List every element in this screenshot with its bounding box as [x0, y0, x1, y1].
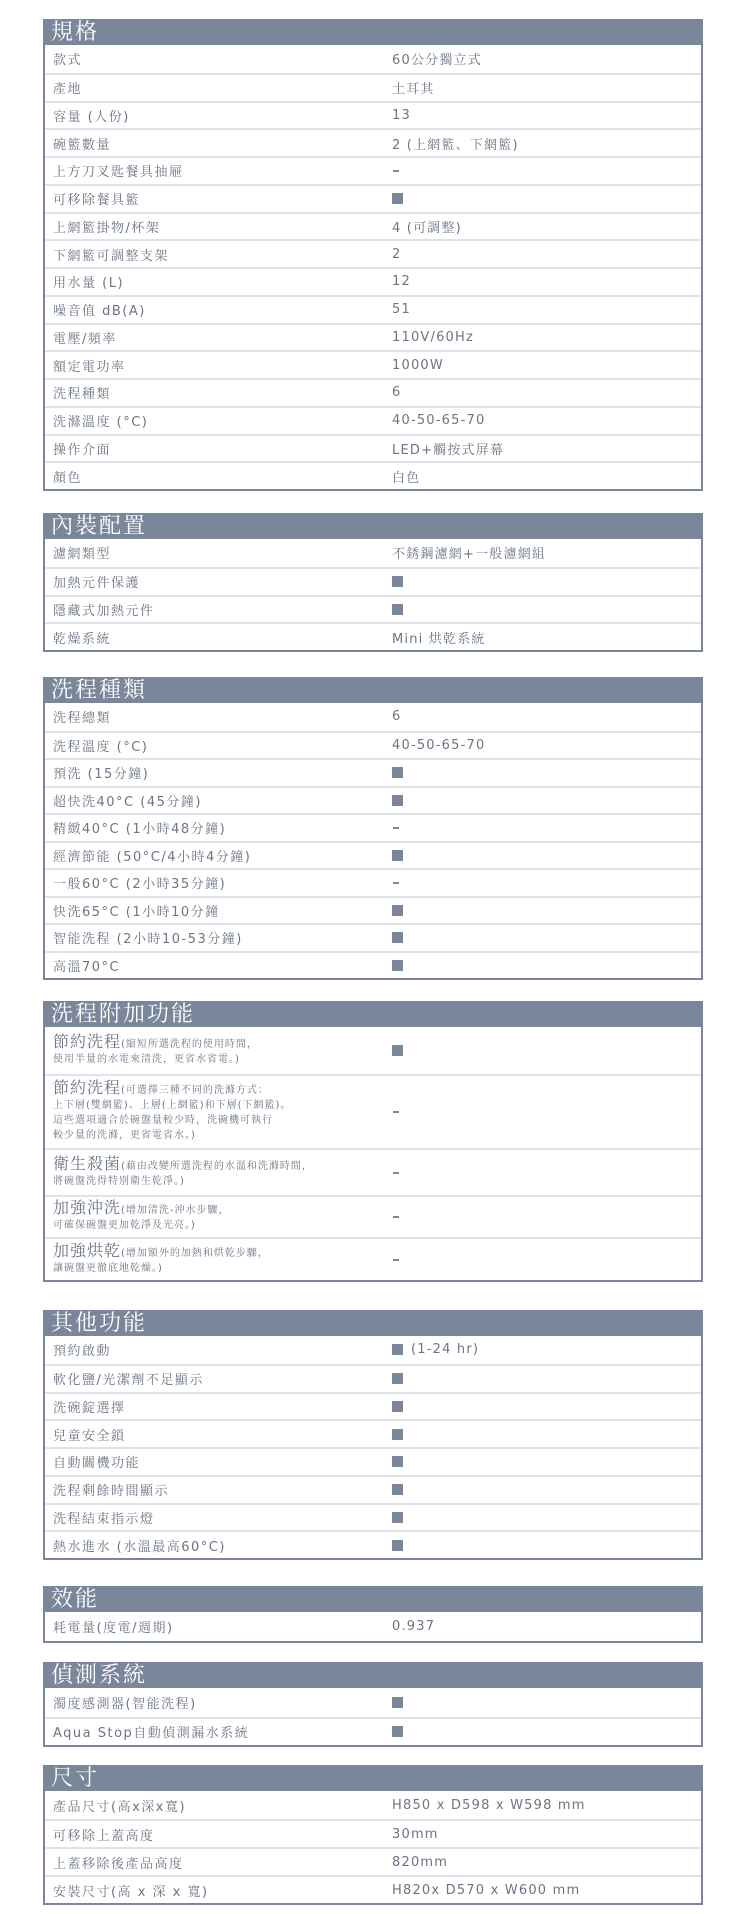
feature-title: 加強烘乾 — [53, 1240, 122, 1260]
spec-row — [45, 1875, 701, 1903]
not-available-dash-icon — [393, 1172, 399, 1174]
spec-value: 白色 — [392, 470, 421, 486]
feature-note: 這些選項適合於碗盤量較少時，洗碗機可執行 — [53, 1115, 273, 1126]
spec-value: 不銹鋼濾網+一般濾網組 — [392, 547, 547, 563]
spec-row — [45, 378, 701, 406]
spec-label: 熱水進水 (水溫最高60°C) — [53, 1539, 226, 1555]
spec-row — [45, 703, 701, 731]
feature-note: 可確保碗盤更加乾淨及光亮。) — [53, 1220, 196, 1231]
section-title: 內裝配置 — [43, 513, 703, 539]
spec-label: 預洗 (15分鐘) — [53, 767, 150, 783]
spec-value — [392, 960, 403, 971]
not-available-dash-icon — [393, 170, 399, 172]
feature-title: 加強沖洗 — [53, 1198, 122, 1217]
spec-value: 4 (可調整) — [392, 220, 462, 236]
spec-rows — [45, 1791, 701, 1903]
feature-note: (增加清洗-沖水步驟， — [121, 1205, 230, 1216]
spec-value — [392, 1373, 403, 1384]
feature-note: (縮短所選洗程的使用時間， — [121, 1038, 258, 1050]
spec-value — [392, 1726, 403, 1737]
spec-rows — [45, 45, 701, 489]
spec-label: 下網籃可調整支架 — [53, 248, 170, 264]
spec-label — [53, 1153, 313, 1189]
spec-value — [392, 1429, 403, 1440]
spec-row — [45, 1503, 701, 1531]
feature-note: 使用半量的水電來清洗，更省水省電。) — [53, 1053, 240, 1065]
spec-row — [45, 1419, 701, 1447]
spec-row — [45, 1392, 701, 1420]
spec-row — [45, 45, 701, 73]
spec-label: 洗程總類 — [53, 711, 112, 727]
spec-label: 濾網類型 — [53, 547, 112, 563]
check-square-icon — [392, 1344, 403, 1355]
spec-value: 13 — [392, 107, 411, 123]
spec-row — [45, 539, 701, 567]
spec-label: 上蓋移除後產品高度 — [53, 1856, 184, 1872]
spec-label: 乾燥系統 — [53, 631, 112, 647]
spec-value: LED+觸按式屏幕 — [392, 442, 505, 458]
feature-note: (增加額外的加熱和烘乾步驟， — [121, 1247, 269, 1259]
spec-label: 安裝尺寸(高 x 深 x 寬) — [53, 1884, 209, 1900]
spec-row — [45, 350, 701, 378]
spec-value: Mini 烘乾系統 — [392, 631, 486, 647]
spec-value: 110V/60Hz — [392, 329, 475, 345]
spec-label: 上方刀叉匙餐具抽屜 — [53, 165, 184, 181]
spec-row — [45, 813, 701, 841]
spec-value: 820mm — [392, 1854, 449, 1870]
spec-value: 40-50-65-70 — [392, 413, 486, 429]
spec-label: 快洗65°C (1小時10分鐘 — [53, 904, 220, 920]
spec-label: Aqua Stop自動偵測漏水系統 — [53, 1726, 250, 1742]
check-square-icon — [392, 1540, 403, 1551]
spec-row — [45, 923, 701, 951]
spec-value — [392, 576, 403, 587]
section-title: 洗程種類 — [43, 677, 703, 703]
spec-value: 60公分獨立式 — [392, 53, 482, 69]
spec-label: 精緻40°C (1小時48分鐘) — [53, 822, 227, 838]
spec-value — [392, 1697, 403, 1708]
section-title: 偵測系統 — [43, 1662, 703, 1688]
spec-row — [45, 1447, 701, 1475]
section-title: 洗程附加功能 — [43, 1001, 703, 1027]
spec-value: 2 — [392, 246, 402, 262]
spec-label — [53, 1078, 292, 1143]
spec-rows — [45, 1612, 701, 1641]
spec-label: 預約啟動 — [53, 1344, 112, 1360]
spec-section-program-options — [43, 1001, 703, 1282]
spec-row — [45, 758, 701, 786]
spec-label: 洗程結束指示燈 — [53, 1511, 155, 1527]
spec-section-general — [43, 19, 703, 491]
spec-row — [45, 1819, 701, 1847]
spec-value: 0.937 — [392, 1619, 436, 1634]
spec-label: 智能洗程 (2小時10-53分鐘) — [53, 932, 243, 948]
spec-label: 軟化鹽/光潔劑不足顯示 — [53, 1373, 204, 1389]
spec-value: 6 — [392, 709, 402, 725]
check-square-icon — [392, 932, 403, 943]
check-square-icon — [392, 960, 403, 971]
section-title: 規格 — [43, 19, 703, 45]
spec-section-dimensions — [43, 1765, 703, 1905]
spec-label: 款式 — [53, 53, 83, 69]
not-available-dash-icon — [393, 1111, 399, 1113]
feature-note: 上下層(雙網籃)、上層(上網籃)和下層(下網籃)。 — [53, 1100, 292, 1111]
spec-label: 洗滌溫度 (°C) — [53, 415, 149, 431]
spec-label: 高溫70°C — [53, 959, 121, 975]
spec-row — [45, 1336, 701, 1364]
check-square-icon — [392, 1697, 403, 1708]
spec-label: 洗碗錠選擇 — [53, 1400, 126, 1416]
spec-rows — [45, 539, 701, 650]
spec-row — [45, 1148, 701, 1195]
spec-value — [392, 1259, 399, 1261]
spec-label: 洗程種類 — [53, 387, 112, 403]
spec-label: 可移除餐具籃 — [53, 193, 141, 209]
spec-row — [45, 951, 701, 979]
spec-value — [392, 1401, 403, 1412]
spec-row — [45, 1791, 701, 1819]
spec-label: 額定電功率 — [53, 359, 126, 375]
spec-label: 噪音值 dB(A) — [53, 304, 146, 320]
feature-title: 節約洗程 — [53, 1078, 122, 1097]
spec-label: 洗程剩餘時間顯示 — [53, 1484, 170, 1500]
spec-section-other-features — [43, 1310, 703, 1560]
not-available-dash-icon — [393, 1216, 399, 1218]
feature-note: (可選擇三種不同的洗滌方式： — [121, 1085, 269, 1096]
spec-row — [45, 1364, 701, 1392]
check-square-icon — [392, 1373, 403, 1384]
spec-row — [45, 1530, 701, 1558]
spec-row — [45, 1237, 701, 1280]
spec-row — [45, 295, 701, 323]
spec-value — [392, 1045, 403, 1056]
spec-value — [392, 795, 403, 806]
spec-row — [45, 461, 701, 489]
spec-row — [45, 595, 701, 623]
spec-row — [45, 567, 701, 595]
spec-value — [392, 1512, 403, 1523]
spec-label: 碗籃數量 — [53, 137, 112, 153]
spec-row — [45, 156, 701, 184]
check-square-icon — [392, 576, 403, 587]
spec-row — [45, 622, 701, 650]
spec-label: 兒童安全鎖 — [53, 1428, 126, 1444]
spec-row — [45, 406, 701, 434]
spec-label: 一般60°C (2小時35分鐘) — [53, 877, 227, 893]
spec-value-extra: (1-24 hr) — [411, 1342, 480, 1358]
spec-section-programs — [43, 677, 703, 980]
feature-note: (藉由改變所選洗程的水溫和洗滌時間， — [121, 1160, 313, 1172]
section-title: 效能 — [43, 1586, 703, 1612]
spec-row — [45, 212, 701, 240]
not-available-dash-icon — [393, 1259, 399, 1261]
feature-note: 將碗盤洗得特別衛生乾淨。) — [53, 1175, 185, 1187]
feature-note: 讓碗盤更徹底地乾燥。) — [53, 1262, 163, 1274]
check-square-icon — [392, 767, 403, 778]
spec-row — [45, 73, 701, 101]
spec-row — [45, 1688, 701, 1717]
spec-row — [45, 841, 701, 869]
section-title: 其他功能 — [43, 1310, 703, 1336]
spec-row — [45, 184, 701, 212]
spec-label: 經濟節能 (50°C/4小時4分鐘) — [53, 849, 252, 865]
spec-value: 土耳其 — [392, 82, 435, 98]
spec-label — [53, 1031, 258, 1067]
spec-label: 操作介面 — [53, 442, 112, 458]
spec-value — [392, 1172, 399, 1174]
check-square-icon — [392, 193, 403, 204]
spec-rows — [45, 1688, 701, 1745]
check-square-icon — [392, 1726, 403, 1737]
spec-row — [45, 267, 701, 295]
spec-row — [45, 786, 701, 814]
spec-value: 40-50-65-70 — [392, 737, 486, 753]
spec-value — [392, 1216, 399, 1218]
spec-label: 加熱元件保護 — [53, 576, 141, 592]
spec-value — [392, 1342, 479, 1357]
spec-label: 用水量 (L) — [53, 276, 125, 292]
spec-label: 產品尺寸(高x深x寬) — [53, 1799, 187, 1815]
spec-label: 洗程溫度 (°C) — [53, 739, 149, 755]
spec-value: 30mm — [392, 1826, 439, 1842]
spec-label — [53, 1240, 269, 1276]
spec-value — [392, 905, 403, 916]
spec-value — [392, 193, 403, 204]
spec-row — [45, 731, 701, 759]
check-square-icon — [392, 604, 403, 615]
spec-section-interior — [43, 513, 703, 652]
spec-label: 容量 (人份) — [53, 109, 130, 125]
feature-title: 節約洗程 — [53, 1031, 122, 1051]
spec-label: 超快洗40°C (45分鐘) — [53, 794, 202, 810]
check-square-icon — [392, 1429, 403, 1440]
not-available-dash-icon — [393, 882, 399, 884]
spec-section-detection — [43, 1662, 703, 1747]
spec-value — [392, 604, 403, 615]
spec-value: H850 x D598 x W598 mm — [392, 1797, 586, 1813]
spec-label: 隱藏式加熱元件 — [53, 603, 155, 619]
spec-label: 產地 — [53, 82, 83, 98]
spec-value: 51 — [392, 302, 411, 318]
check-square-icon — [392, 1401, 403, 1412]
spec-row — [45, 101, 701, 129]
spec-value — [392, 1540, 403, 1551]
feature-note: 較少量的洗滌，更省電省水。) — [53, 1130, 196, 1141]
check-square-icon — [392, 1512, 403, 1523]
spec-label — [53, 1198, 230, 1233]
not-available-dash-icon — [393, 827, 399, 829]
spec-label: 上網籃掛物/杯架 — [53, 220, 161, 236]
check-square-icon — [392, 1456, 403, 1467]
spec-value: H820x D570 x W600 mm — [392, 1882, 581, 1898]
spec-row — [45, 1717, 701, 1746]
spec-rows — [45, 703, 701, 978]
spec-label: 可移除上蓋高度 — [53, 1828, 155, 1844]
spec-label: 電壓/頻率 — [53, 331, 117, 347]
spec-label: 顏色 — [53, 470, 83, 486]
spec-value — [392, 827, 399, 829]
spec-value — [392, 850, 403, 861]
check-square-icon — [392, 795, 403, 806]
spec-row — [45, 868, 701, 896]
spec-value: 12 — [392, 274, 411, 290]
spec-row — [45, 896, 701, 924]
spec-row — [45, 1195, 701, 1237]
check-square-icon — [392, 905, 403, 916]
spec-row — [45, 1475, 701, 1503]
spec-value — [392, 882, 399, 884]
check-square-icon — [392, 850, 403, 861]
spec-rows — [45, 1336, 701, 1558]
spec-value: 2 (上網籃、下網籃) — [392, 137, 519, 153]
spec-label: 濁度感測器(智能洗程) — [53, 1696, 197, 1712]
spec-row — [45, 323, 701, 351]
spec-value: 6 — [392, 385, 402, 401]
spec-row — [45, 1027, 701, 1074]
check-square-icon — [392, 1045, 403, 1056]
spec-row — [45, 1612, 701, 1641]
spec-value: 1000W — [392, 357, 444, 373]
spec-value — [392, 767, 403, 778]
spec-value — [392, 1456, 403, 1467]
spec-label: 耗電量(度電/週期) — [53, 1621, 174, 1636]
spec-value — [392, 1484, 403, 1495]
spec-value — [392, 170, 399, 172]
spec-value — [392, 1111, 399, 1113]
feature-title: 衛生殺菌 — [53, 1153, 122, 1173]
spec-section-efficiency — [43, 1586, 703, 1643]
spec-rows — [45, 1027, 701, 1280]
spec-row — [45, 434, 701, 462]
spec-value — [392, 932, 403, 943]
check-square-icon — [392, 1484, 403, 1495]
spec-row — [45, 128, 701, 156]
section-title: 尺寸 — [43, 1765, 703, 1791]
spec-row — [45, 1847, 701, 1875]
spec-row — [45, 1074, 701, 1148]
spec-row — [45, 239, 701, 267]
spec-label: 自動關機功能 — [53, 1456, 141, 1472]
